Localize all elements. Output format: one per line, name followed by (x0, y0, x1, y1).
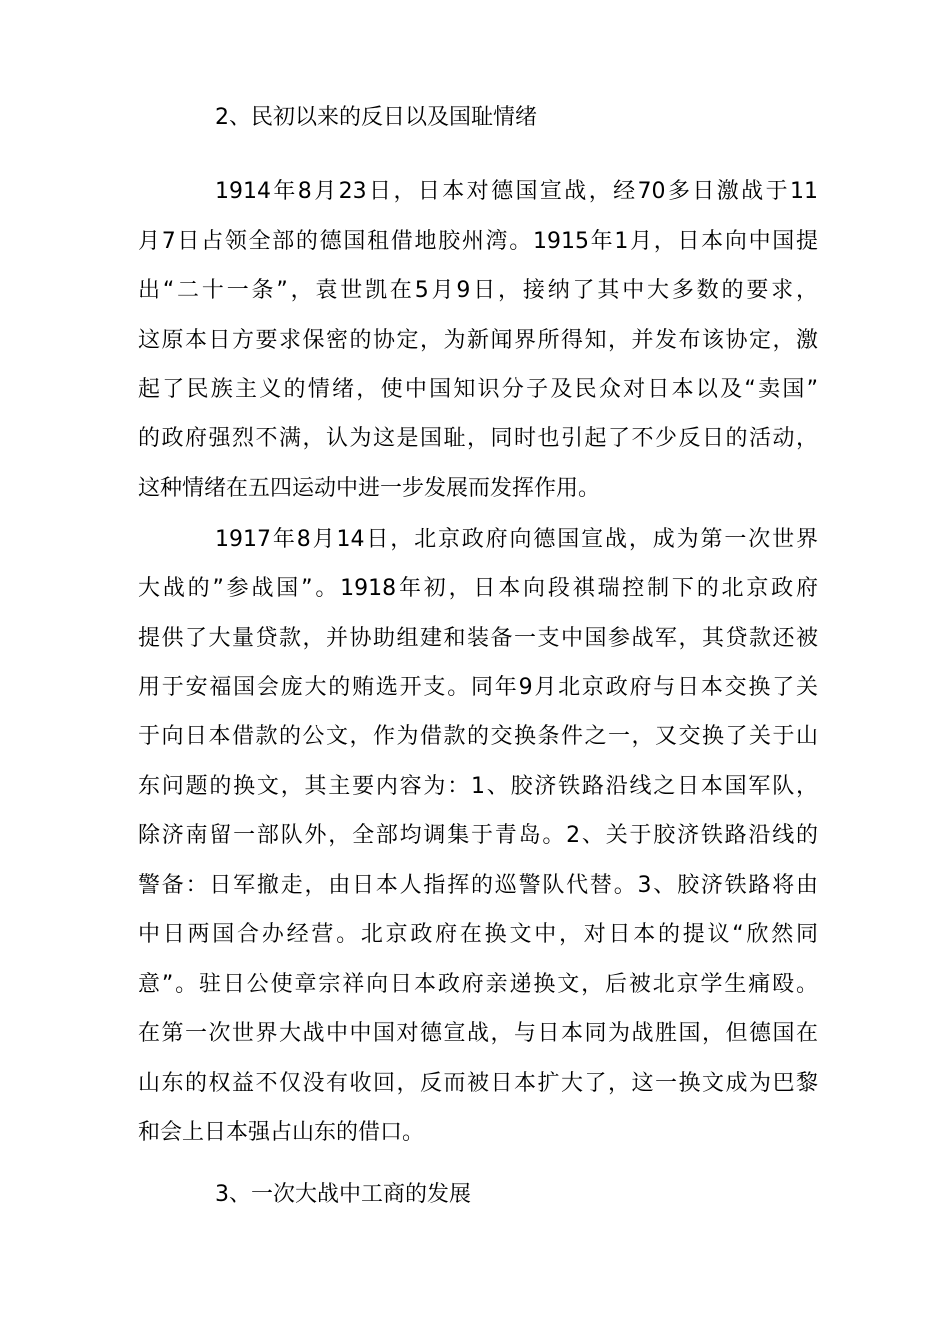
paragraph-1-line: 起了民族主义的情绪，使中国知识分子及民众对日本以及“卖国” (138, 377, 818, 402)
paragraph-2-line: 提供了大量贷款，并协助组建和装备一支中国参战军，其贷款还被 (138, 626, 818, 651)
paragraph-2-line: 除济南留一部队外，全部均调集于青岛。2、关于胶济铁路沿线的 (138, 823, 818, 848)
paragraph-1-line: 1914年8月23日，日本对德国宣战，经70多日激战于11 (215, 179, 818, 204)
paragraph-1-line: 这种情绪在五四运动中进一步发展而发挥作用。 (138, 476, 601, 501)
paragraph-2-line: 中日两国合办经营。北京政府在换文中，对日本的提议“欣然同 (138, 922, 818, 947)
paragraph-2-line: 1917年8月14日，北京政府向德国宣战，成为第一次世界 (215, 527, 818, 552)
paragraph-2-line: 意”。驻日公使章宗祥向日本政府亲递换文，后被北京学生痛殴。 (138, 972, 818, 997)
paragraph-1-line: 月7日占领全部的德国租借地胶州湾。1915年1月，日本向中国提 (138, 229, 818, 254)
paragraph-2-line: 用于安福国会庞大的贿选开支。同年9月北京政府与日本交换了关 (138, 675, 818, 700)
paragraph-1-line: 的政府强烈不满，认为这是国耻，同时也引起了不少反日的活动， (138, 426, 818, 451)
paragraph-2-line: 和会上日本强占山东的借口。 (138, 1120, 425, 1145)
section-heading-2: 2、民初以来的反日以及国耻情绪 (215, 105, 537, 130)
paragraph-2-line: 山东的权益不仅没有收回，反而被日本扩大了，这一换文成为巴黎 (138, 1071, 818, 1096)
paragraph-1-line: 出“二十一条”，袁世凯在5月9日，接纳了其中大多数的要求， (138, 278, 818, 303)
paragraph-2-line: 东问题的换文，其主要内容为：1、胶济铁路沿线之日本国军队， (138, 774, 818, 799)
section-heading-3: 3、一次大战中工商的发展 (215, 1182, 471, 1207)
paragraph-2-line: 于向日本借款的公文，作为借款的交换条件之一，又交换了关于山 (138, 724, 818, 749)
paragraph-2-line: 在第一次世界大战中中国对德宣战，与日本同为战胜国，但德国在 (138, 1021, 818, 1046)
paragraph-1-line: 这原本日方要求保密的协定，为新闻界所得知，并发布该协定，激 (138, 328, 818, 353)
paragraph-2-line: 大战的”参战国”。1918年初，日本向段祺瑞控制下的北京政府 (138, 576, 818, 601)
paragraph-2-line: 警备：日军撤走，由日本人指挥的巡警队代替。3、胶济铁路将由 (138, 873, 818, 898)
